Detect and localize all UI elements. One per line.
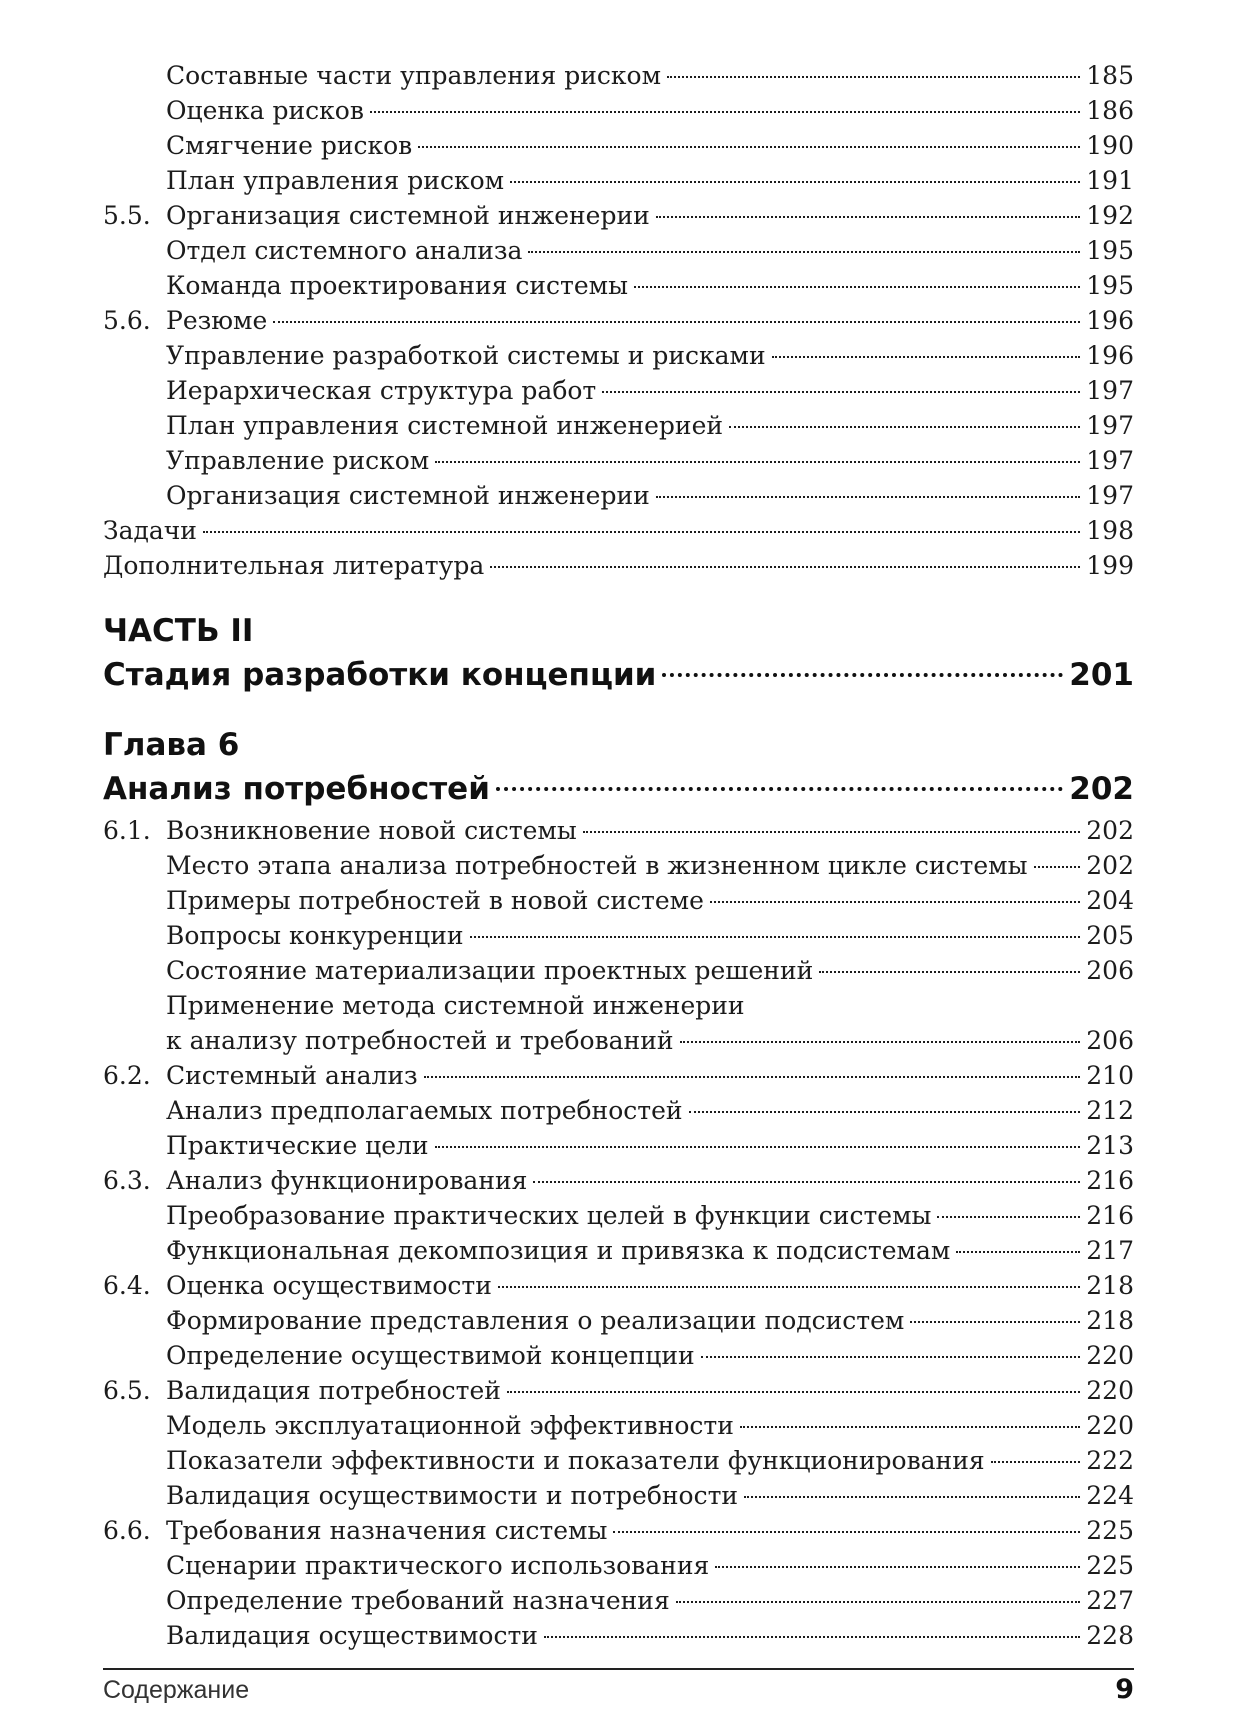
dot-leader [583,831,1081,833]
dot-leader [203,531,1080,533]
toc-entry [103,1163,1134,1198]
entry-page-number: 202 [1086,816,1134,845]
entry-title: Требования назначения системы [166,1516,608,1545]
entry-page-number: 198 [1086,516,1134,545]
dot-leader [715,1566,1080,1568]
part-entry [103,653,1134,697]
toc-entry [103,548,1134,583]
section-number: 5.5. [103,201,151,230]
toc-entry [103,1548,1134,1583]
entry-title: Формирование представления о реализации подсистем [166,1306,905,1335]
dot-leader [634,286,1080,288]
entry-page-number: 196 [1086,341,1134,370]
toc-entry [103,163,1134,198]
entry-page-number: 202 [1086,851,1134,880]
entry-page-number: 205 [1086,921,1134,950]
entry-page-number: 196 [1086,306,1134,335]
entry-page-number: 218 [1086,1271,1134,1300]
toc-entry [103,1128,1134,1163]
dot-leader [819,971,1080,973]
toc-entry [103,1233,1134,1268]
dot-leader [490,566,1080,568]
entry-title: Отдел системного анализа [166,236,523,265]
entry-page-number: 225 [1086,1516,1134,1545]
entry-title: Составные части управления риском [166,61,662,90]
entry-title: Валидация потребностей [166,1376,501,1405]
entry-page-number: 195 [1086,236,1134,265]
dot-leader [507,1391,1080,1393]
dot-leader [533,1181,1080,1183]
toc-entry [103,1618,1134,1653]
section-number: 6.4. [103,1271,151,1300]
toc-entry [103,303,1134,338]
entry-page-number: 225 [1086,1551,1134,1580]
section-number: 6.5. [103,1376,151,1405]
footer-divider [103,1668,1134,1670]
toc-entry [103,513,1134,548]
entry-page-number: 216 [1086,1166,1134,1195]
dot-leader [710,901,1080,903]
entry-title: Преобразование практических целей в функции системы [166,1201,932,1230]
entry-title: Применение метода системной инженерии [166,991,745,1020]
entry-title: Примеры потребностей в новой системе [166,886,704,915]
entry-title: Резюме [166,306,268,335]
entry-title: Системный анализ [166,1061,418,1090]
dot-leader [273,321,1080,323]
entry-page-number: 218 [1086,1306,1134,1335]
entry-page-number: 220 [1086,1341,1134,1370]
entry-title: к анализу потребностей и требований [166,1026,674,1055]
toc-entry [103,373,1134,408]
entry-title: Функциональная декомпозиция и привязка к подсистемам [166,1236,951,1265]
toc-entry [103,883,1134,918]
entry-title: Смягчение рисков [166,131,413,160]
toc-section-chapter6 [103,813,1134,1653]
entry-title: Валидация осуществимости и потребности [166,1481,739,1510]
entry-title: Оценка рисков [166,96,364,125]
toc-entry [103,848,1134,883]
entry-title: Управление разработкой системы и рисками [166,341,766,370]
dot-leader [418,146,1080,148]
toc-entry [103,443,1134,478]
dot-leader [656,216,1080,218]
dot-leader [744,1496,1080,1498]
toc-entry [103,1338,1134,1373]
page-number: 9 [1115,1674,1134,1705]
toc-entry [103,988,1134,1023]
dot-leader [510,181,1080,183]
toc-entry [103,1198,1134,1233]
dot-leader [424,1076,1081,1078]
toc-entry [103,813,1134,848]
entry-page-number: 224 [1086,1481,1134,1510]
dot-leader [701,1356,1081,1358]
entry-title: Дополнительная литература [103,551,485,580]
dot-leader [602,391,1080,393]
dot-leader [498,1286,1080,1288]
entry-title: План управления риском [166,166,505,195]
entry-page-number: 199 [1086,551,1134,580]
dot-leader [470,936,1081,938]
section-number: 6.2. [103,1061,151,1090]
entry-title: Сценарии практического использования [166,1551,710,1580]
dot-leader [676,1601,1081,1603]
entry-page-number: 220 [1086,1376,1134,1405]
entry-page-number: 197 [1086,411,1134,440]
dot-leader [662,673,1063,677]
toc-entry [103,1058,1134,1093]
entry-page-number: 212 [1086,1096,1134,1125]
toc-entry [103,268,1134,303]
chapter-title: Анализ потребностей [103,771,490,807]
entry-page-number: 186 [1086,96,1134,125]
part-label: ЧАСТЬ II [103,613,254,649]
part-title: Стадия разработки концепции [103,657,657,693]
entry-title: Управление риском [166,446,430,475]
entry-page-number: 206 [1086,956,1134,985]
toc-entry [103,953,1134,988]
entry-page-number: 192 [1086,201,1134,230]
entry-title: Определение осуществимой концепции [166,1341,695,1370]
entry-title: Валидация осуществимости [166,1621,538,1650]
entry-page-number: 227 [1086,1586,1134,1615]
entry-page-number: 190 [1086,131,1134,160]
chapter-heading [103,723,1134,811]
entry-title: Организация системной инженерии [166,481,650,510]
chapter-page-number: 202 [1069,771,1134,807]
entry-title: Команда проектирования системы [166,271,628,300]
entry-page-number: 228 [1086,1621,1134,1650]
part-heading [103,609,1134,697]
running-footer-title: Содержание [103,1676,250,1704]
entry-title: Модель эксплуатационной эффективности [166,1411,734,1440]
dot-leader [689,1111,1081,1113]
entry-page-number: 204 [1086,886,1134,915]
dot-leader [656,496,1080,498]
section-number: 6.6. [103,1516,151,1545]
entry-title: Практические цели [166,1131,429,1160]
entry-page-number: 213 [1086,1131,1134,1160]
entry-page-number: 197 [1086,481,1134,510]
entry-title: План управления системной инженерией [166,411,724,440]
toc-entry [103,1408,1134,1443]
toc-entry [103,93,1134,128]
toc-entry [103,198,1134,233]
entry-page-number: 191 [1086,166,1134,195]
toc-entry [103,338,1134,373]
entry-page-number: 185 [1086,61,1134,90]
section-number: 6.1. [103,816,151,845]
entry-title: Состояние материализации проектных решений [166,956,814,985]
entry-page-number: 217 [1086,1236,1134,1265]
entry-page-number: 210 [1086,1061,1134,1090]
chapter-label: Глава 6 [103,727,240,763]
entry-title: Иерархическая структура работ [166,376,597,405]
toc-entry [103,918,1134,953]
part-page-number: 201 [1069,657,1134,693]
dot-leader [613,1531,1080,1533]
entry-title: Анализ функционирования [166,1166,528,1195]
table-of-contents [103,58,1134,1653]
toc-entry [103,1093,1134,1128]
dot-leader [1034,866,1081,868]
toc-entry [103,233,1134,268]
toc-entry [103,408,1134,443]
toc-entry [103,58,1134,93]
dot-leader [667,76,1080,78]
section-number: 5.6. [103,306,151,335]
toc-entry [103,1513,1134,1548]
toc-entry [103,1023,1134,1058]
entry-page-number: 222 [1086,1446,1134,1475]
toc-entry [103,128,1134,163]
dot-leader [991,1461,1081,1463]
entry-page-number: 195 [1086,271,1134,300]
dot-leader [544,1636,1080,1638]
chapter-entry [103,767,1134,811]
toc-entry [103,1373,1134,1408]
dot-leader [729,426,1080,428]
toc-entry [103,1443,1134,1478]
toc-entry [103,1303,1134,1338]
entry-page-number: 220 [1086,1411,1134,1440]
entry-title: Показатели эффективности и показатели функционирования [166,1446,985,1475]
section-number: 6.3. [103,1166,151,1195]
entry-title: Оценка осуществимости [166,1271,492,1300]
dot-leader [937,1216,1080,1218]
dot-leader [772,356,1081,358]
toc-section-chapter5 [103,58,1134,583]
entry-title: Задачи [103,516,197,545]
dot-leader [435,461,1080,463]
toc-entry [103,1268,1134,1303]
dot-leader [680,1041,1081,1043]
toc-entry [103,1583,1134,1618]
entry-title: Возникновение новой системы [166,816,577,845]
dot-leader [528,251,1080,253]
entry-title: Организация системной инженерии [166,201,650,230]
dot-leader [496,787,1063,791]
dot-leader [910,1321,1080,1323]
toc-entry [103,1478,1134,1513]
entry-page-number: 206 [1086,1026,1134,1055]
entry-title: Определение требований назначения [166,1586,670,1615]
dot-leader [956,1251,1080,1253]
entry-page-number: 197 [1086,446,1134,475]
entry-page-number: 197 [1086,376,1134,405]
entry-page-number: 216 [1086,1201,1134,1230]
dot-leader [740,1426,1080,1428]
toc-entry [103,478,1134,513]
dot-leader [435,1146,1081,1148]
dot-leader [370,111,1080,113]
entry-title: Вопросы конкуренции [166,921,464,950]
entry-title: Место этапа анализа потребностей в жизненном цикле системы [166,851,1028,880]
entry-title: Анализ предполагаемых потребностей [166,1096,683,1125]
